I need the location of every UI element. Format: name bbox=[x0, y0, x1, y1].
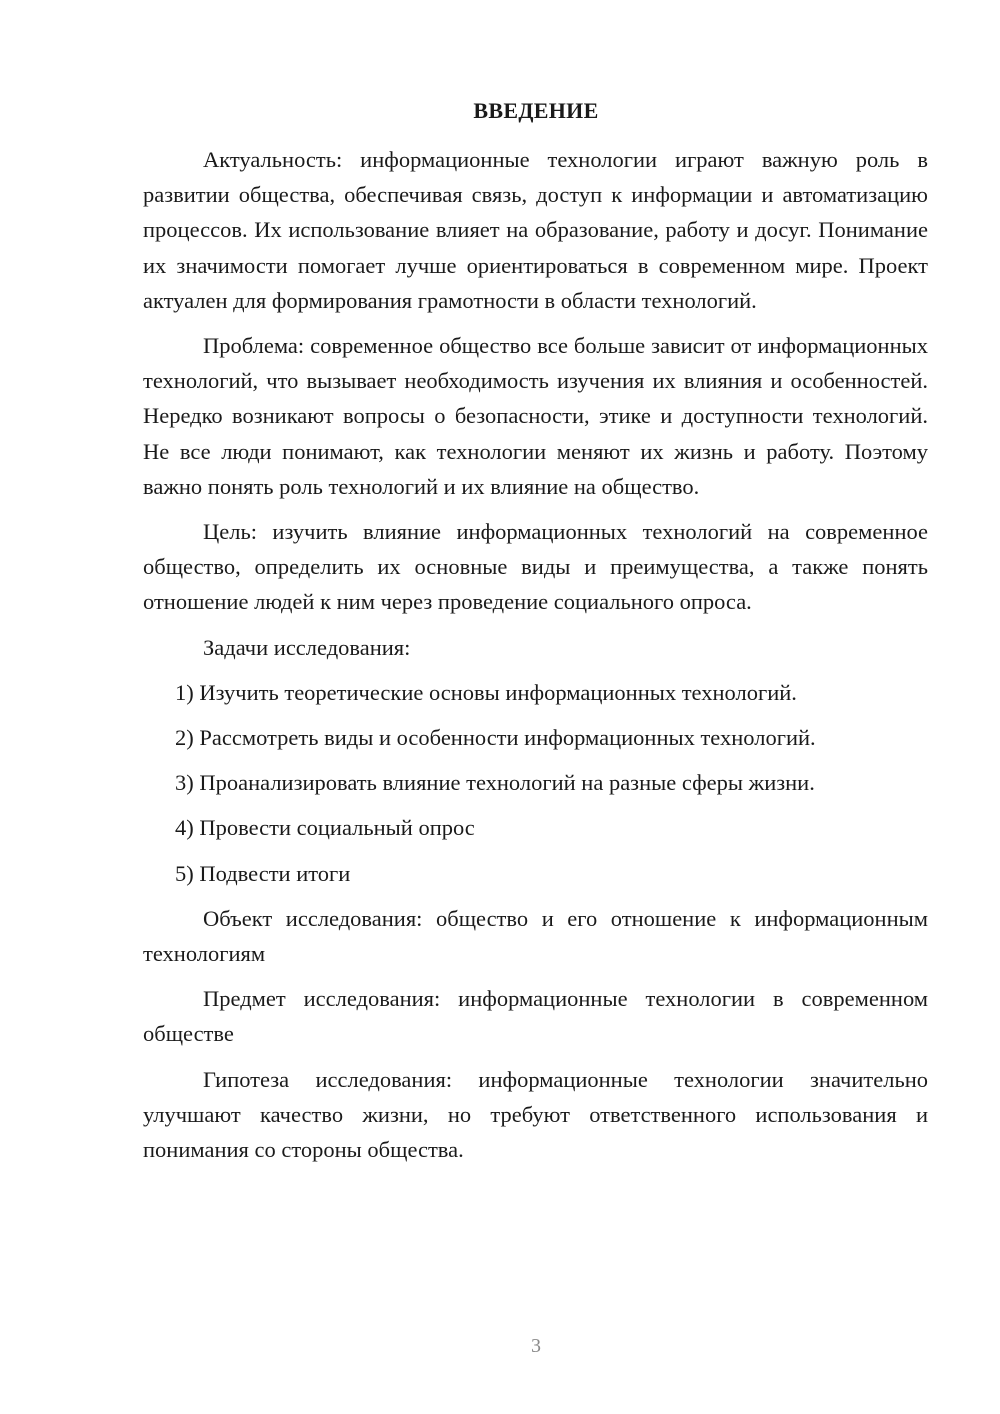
subject-paragraph: Предмет исследования: информационные технологии в современном обществе bbox=[143, 986, 928, 1047]
list-item: 2) Рассмотреть виды и особенности информационных технологий. bbox=[175, 725, 816, 751]
tasks-list bbox=[143, 675, 928, 891]
page-title: ВВЕДЕНИЕ bbox=[473, 98, 599, 123]
hypothesis-paragraph: Гипотеза исследования: информационные технологии значительно улучшают качество жизни, но требуют ответственного использования и понимания со стороны общества. bbox=[143, 1066, 928, 1163]
document-body bbox=[143, 142, 928, 1177]
list-item: 4) Провести социальный опрос bbox=[175, 815, 475, 841]
relevance-paragraph: Актуальность: информационные технологии играют важную роль в развитии общества, обеспечивая связь, доступ к информации и автоматизацию процессов. Их использование влияет на образование, работу и досуг. Понимание их значимости помогает лучше ориентироваться в современном мире. Проект актуален для формирования грамотности в области технологий. bbox=[143, 147, 928, 313]
list-item: 3) Проанализировать влияние технологий на разные сферы жизни. bbox=[175, 770, 815, 796]
tasks-label: Задачи исследования: bbox=[203, 634, 411, 660]
page-number: 3 bbox=[531, 1335, 541, 1357]
list-item: 1) Изучить теоретические основы информационных технологий. bbox=[175, 679, 797, 705]
problem-paragraph: Проблема: современное общество все больше зависит от информационных технологий, что вызывает необходимость изучения их влияния и особенностей. Нередко возникают вопросы о безопасности, этике и доступности технологий. Не все люди понимают, как технологии меняют их жизнь и работу. Поэтому важно понять роль технологий и их влияние на общество. bbox=[143, 333, 928, 499]
list-item: 5) Подвести итоги bbox=[175, 860, 351, 886]
goal-paragraph: Цель: изучить влияние информационных технологий на современное общество, определить их основные виды и преимущества, а также понять отношение людей к ним через проведение социального опроса. bbox=[143, 519, 928, 615]
object-paragraph: Объект исследования: общество и его отношение к информационным технологиям bbox=[143, 905, 928, 967]
